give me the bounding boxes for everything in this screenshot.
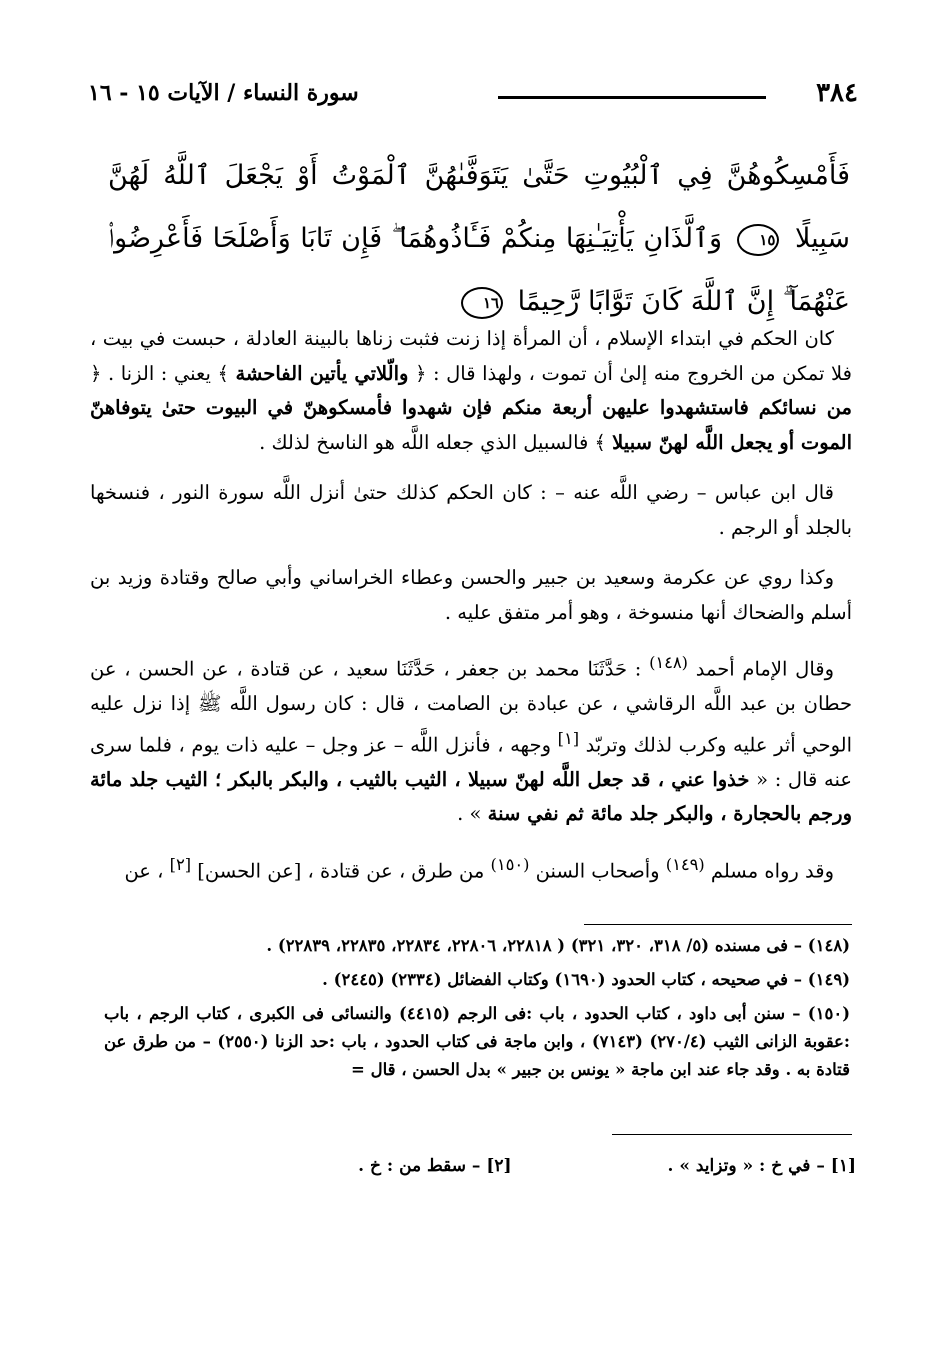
text: » . bbox=[457, 802, 482, 825]
footnote-divider bbox=[584, 924, 852, 925]
text: وجهه ، فأنزل اللَّه – عز وجل – عليه ذات يوم ، فلما سرى عنه قال : « bbox=[90, 733, 852, 791]
ayah-number-marker: ١٥ bbox=[737, 224, 779, 256]
text: ﴾ فالسبيل الذي جعله اللَّه هو الناسخ لذلك . bbox=[259, 430, 606, 454]
footnote-ref: (١٥٠) bbox=[490, 854, 530, 874]
text: ﴾ يعني : الزنا . ﴿ bbox=[90, 361, 229, 385]
ayah-number-marker: ١٦ bbox=[461, 287, 503, 319]
paragraph bbox=[90, 848, 852, 889]
variant-ref: [٢] bbox=[169, 854, 192, 874]
text: وقال الإمام أحمد bbox=[695, 657, 835, 681]
text: : حَدَّثَنَا محمد بن جعفر ، حَدَّثَنَا سعيد ، عن قتادة ، عن الحسن ، عن حطان بن عبد اللَّه الرقاشي ، عن عبادة بن الصامت ، قال : كان رسول اللَّه ﷺ إذا نزل عليه الوحي أثر عليه وكرب لذلك وتربّد bbox=[90, 657, 853, 756]
paragraph bbox=[90, 322, 852, 460]
verse-text-15: فَأَمْسِكُوهُنَّ فِي ٱلْبُيُوتِ حَتَّىٰ يَتَوَفَّىٰهُنَّ ٱلْمَوْتُ أَوْ يَجْعَلَ ٱللَّهُ لَهُنَّ سَبِيلًا bbox=[108, 160, 850, 254]
variant-note-1: [١] – في خ : « وتزايد » . bbox=[667, 1156, 856, 1176]
variant-note-2: [٢] – سقط من : خ . bbox=[358, 1156, 512, 1176]
paragraph: وكذا روي عن عكرمة وسعيد بن جبير والحسن وعطاء الخراساني وأبي صالح وقتادة وزيد بن أسلم والضحاك أنها منسوخة ، وهو أمر متفق عليه . bbox=[90, 566, 852, 624]
paragraph bbox=[90, 646, 852, 832]
footnote-148: (١٤٨) – فى مسنده (٥/ ٣١٨، ٣٢٠، ٣٢١) ( ٢٢٨١٨، ٢٢٨٠٦، ٢٢٨٣٤، ٢٢٨٣٥، ٢٢٨٣٩) . bbox=[266, 936, 850, 955]
footnote-149: (١٤٩) – في صحيحه ، كتاب الحدود (١٦٩٠) وكتاب الفضائل (٢٣٣٤) (٢٤٤٥) . bbox=[322, 970, 850, 989]
footnote-ref: (١٤٩) bbox=[665, 854, 705, 874]
running-header bbox=[88, 78, 858, 118]
manuscript-variants bbox=[236, 1152, 856, 1180]
running-title: سورة النساء / الآيات ١٥ - ١٦ bbox=[88, 80, 359, 106]
paragraph: قال ابن عباس – رضي اللَّه عنه – : كان الحكم كذلك حتىٰ أنزل اللَّه سورة النور ، فنسخها بالجلد أو الرجم . bbox=[90, 481, 852, 539]
footnote-ref: (١٤٨) bbox=[649, 653, 688, 672]
footnotes bbox=[104, 932, 850, 1090]
text: من طرق ، عن قتادة ، [عن الحسن] bbox=[197, 859, 485, 882]
text: وقد رواه مسلم bbox=[710, 859, 834, 882]
footnote-150: (١٥٠) – سنن أبى داود ، كتاب الحدود ، باب :فى الرجم (٤٤١٥) والنسائى فى الكبرى ، كتاب الرجم ، باب :عقوبة الزانى الثيب (٢٧٠/٤) (٧١٤٣) ، وابن ماجة فى كتاب الحدود ، باب :حد الزنا (٢٥٥٠) – من طرق عن قتادة به . وقد جاء عند ابن ماجة « يونس بن جبير » بدل الحسن ، قال = bbox=[104, 1004, 851, 1079]
variant-ref: [١] bbox=[557, 728, 580, 748]
page-number: ٣٨٤ bbox=[816, 78, 858, 108]
verse-text-16: وَٱلَّذَانِ يَأْتِيَـٰنِهَا مِنكُمْ فَـَٔاذُوهُمَا ۖ فَإِن تَابَا وَأَصْلَحَا فَأَعْرِضُوا۟ عَنْهُمَآ ۗ إِنَّ ٱللَّهَ كَانَ تَوَّابًا رَّحِيمًا bbox=[108, 223, 850, 317]
commentary-body bbox=[90, 322, 852, 905]
text: وأصحاب السنن bbox=[535, 859, 660, 882]
quoted-verse: والّلاتي يأتين الفاحشة bbox=[235, 361, 409, 385]
hadith-quote: خذوا عني ، قد جعل اللَّه لهنّ سبيلا ، الثيب بالثيب ، والبكر بالبكر ؛ الثيب جلد مائة ورجم بالحجارة ، والبكر جلد مائة ثم نفي سنة bbox=[90, 767, 852, 825]
text: كان الحكم في ابتداء الإسلام ، أن المرأة إذا زنت فثبت زناها بالبينة العادلة ، حبست في بيت ، فلا تمكن من الخروج منه إلىٰ أن تموت ، ولهذا قال : ﴿ bbox=[90, 327, 853, 385]
header-rule bbox=[498, 96, 766, 99]
text: ، عن bbox=[124, 859, 164, 882]
variants-divider bbox=[612, 1134, 852, 1135]
quran-verse-block bbox=[108, 144, 850, 333]
quoted-verse: من نسائكم فاستشهدوا عليهن أربعة منكم فإن شهدوا فأمسكوهنّ في البيوت حتىٰ يتوفاهنّ الموت أو يجعل اللَّه لهنّ سبيلا bbox=[90, 396, 852, 454]
